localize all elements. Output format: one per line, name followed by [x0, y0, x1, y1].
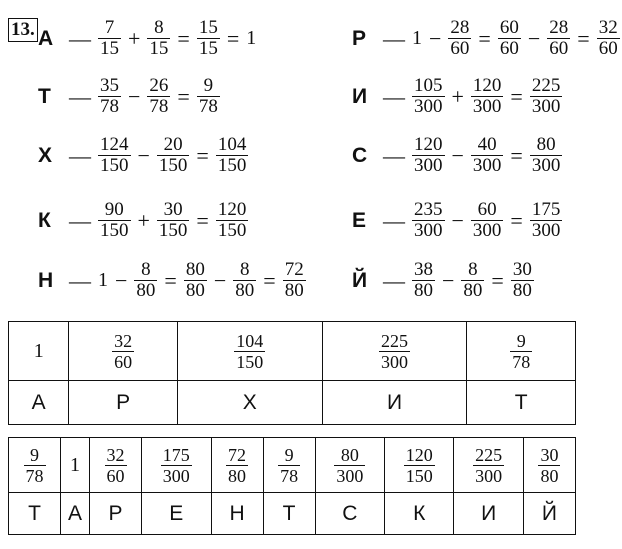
table-cell-value: [90, 438, 142, 493]
answer-table-2: [8, 437, 576, 535]
denominator: 300: [162, 465, 190, 486]
operator: =: [491, 267, 504, 293]
numerator: 40: [477, 134, 497, 155]
operator: +: [128, 25, 141, 51]
numerator: 9: [203, 75, 214, 96]
numerator: 32: [106, 444, 125, 465]
fraction: [283, 260, 306, 301]
equation-letter: Т: [38, 84, 51, 108]
equation-Р: [352, 18, 622, 59]
exercise-number: 13.: [8, 18, 38, 42]
numerator: 9: [516, 330, 526, 351]
fraction: [412, 135, 445, 176]
denominator: 300: [336, 465, 364, 486]
equation-letter: Е: [352, 208, 367, 232]
numerator: 30: [540, 444, 559, 465]
whole-number: 1: [70, 453, 81, 476]
whole-number: 1: [98, 269, 108, 291]
denominator: 80: [540, 465, 559, 486]
operator: =: [510, 83, 523, 109]
fraction: [471, 135, 504, 176]
fraction: [461, 260, 484, 301]
fraction: [538, 445, 560, 486]
fraction: [510, 331, 532, 372]
table-cell-value: [61, 438, 90, 493]
numerator: 20: [163, 134, 183, 155]
numerator: 60: [499, 17, 519, 38]
table-cell-value: [467, 322, 576, 381]
table-cell-value: [263, 438, 315, 493]
numerator: 80: [185, 259, 205, 280]
answer-table-1: [8, 321, 576, 425]
fraction: [412, 76, 445, 117]
fraction: [412, 200, 445, 241]
fraction: [112, 331, 134, 372]
numerator: 28: [450, 17, 470, 38]
operator: −: [442, 267, 455, 293]
equation-letter: С: [352, 143, 368, 167]
numerator: 8: [154, 17, 164, 38]
operator: −: [128, 83, 141, 109]
table-row-letters: [9, 381, 576, 425]
fraction: [216, 200, 249, 241]
denominator: 78: [149, 96, 169, 117]
fraction: [448, 18, 471, 59]
fraction: [157, 135, 190, 176]
fraction: [530, 200, 563, 241]
numerator: 120: [405, 444, 433, 465]
fraction: [334, 445, 365, 486]
fraction: [530, 76, 563, 117]
denominator: 80: [463, 280, 483, 301]
equation-Н: [38, 260, 308, 301]
numerator: 32: [114, 330, 133, 351]
equation-letter: Х: [38, 143, 53, 167]
denominator: 150: [158, 155, 188, 176]
table-cell-value: [322, 322, 467, 381]
denominator: 300: [414, 155, 443, 176]
numerator: 8: [240, 259, 250, 280]
fraction: [197, 76, 220, 117]
numerator: 60: [477, 199, 497, 220]
dash: —: [69, 207, 91, 233]
table-cell-letter: Х: [177, 381, 322, 425]
denominator: 300: [531, 155, 561, 176]
numerator: 225: [381, 330, 409, 351]
denominator: 150: [405, 465, 433, 486]
denominator: 150: [217, 220, 247, 241]
whole-number: 1: [412, 27, 422, 49]
numerator: 8: [468, 259, 478, 280]
table-cell-letter: Т: [263, 493, 315, 535]
denominator: 80: [185, 280, 205, 301]
operator: =: [177, 83, 190, 109]
numerator: 28: [549, 17, 569, 38]
denominator: 300: [381, 351, 409, 372]
dash: —: [69, 25, 91, 51]
table-cell-value: [315, 438, 384, 493]
operator: −: [429, 25, 442, 51]
fraction: [147, 76, 170, 117]
fraction: [278, 445, 300, 486]
table-cell-value: [211, 438, 263, 493]
operator: =: [226, 25, 240, 51]
dash: —: [69, 267, 91, 293]
fraction: [98, 76, 121, 117]
numerator: 124: [100, 134, 129, 155]
numerator: 235: [414, 199, 443, 220]
fraction: [98, 200, 131, 241]
denominator: 78: [100, 96, 119, 117]
numerator: 7: [104, 17, 115, 38]
operator: =: [196, 142, 209, 168]
table-cell-value: [523, 438, 575, 493]
fraction: [473, 445, 504, 486]
fraction: [161, 445, 192, 486]
operator: −: [527, 25, 541, 51]
fraction: [511, 260, 534, 301]
dash: —: [383, 207, 405, 233]
equation-С: [352, 135, 564, 176]
equation-letter: И: [352, 84, 368, 108]
fraction: [412, 260, 435, 301]
operator: =: [196, 207, 209, 233]
numerator: 120: [472, 75, 502, 96]
fraction: [471, 200, 504, 241]
dash: —: [383, 83, 405, 109]
table-row-values: [9, 322, 576, 381]
equation-Х: [38, 135, 250, 176]
fraction: [24, 445, 46, 486]
fraction: [147, 18, 170, 59]
numerator: 26: [149, 75, 169, 96]
denominator: 300: [414, 220, 443, 241]
table-cell-letter: С: [315, 493, 384, 535]
denominator: 60: [499, 38, 519, 59]
denominator: 60: [114, 351, 133, 372]
fraction: [233, 260, 256, 301]
denominator: 300: [472, 155, 502, 176]
fraction: [157, 200, 190, 241]
fraction: [134, 260, 157, 301]
operator: =: [177, 25, 190, 51]
numerator: 104: [217, 134, 247, 155]
table-cell-letter: Р: [69, 381, 178, 425]
denominator: 60: [106, 465, 125, 486]
fraction: [216, 135, 249, 176]
operator: +: [451, 83, 464, 109]
numerator: 30: [163, 199, 183, 220]
fraction: [404, 445, 435, 486]
numerator: 15: [198, 17, 218, 38]
denominator: 60: [549, 38, 569, 59]
table-cell-letter: Н: [211, 493, 263, 535]
table-cell-letter: Т: [9, 493, 61, 535]
denominator: 300: [472, 220, 502, 241]
denominator: 78: [280, 465, 299, 486]
operator: −: [137, 142, 150, 168]
fraction: [226, 445, 248, 486]
fraction: [379, 331, 410, 372]
numerator: 104: [236, 330, 264, 351]
fraction: [498, 18, 521, 59]
numerator: 175: [162, 444, 190, 465]
numerator: 35: [100, 75, 119, 96]
denominator: 300: [531, 96, 561, 117]
operator: −: [213, 267, 227, 293]
denominator: 300: [414, 96, 443, 117]
numerator: 72: [284, 259, 304, 280]
numerator: 80: [536, 134, 556, 155]
numerator: 38: [414, 259, 433, 280]
dash: —: [383, 267, 405, 293]
dash: —: [383, 142, 405, 168]
denominator: 15: [100, 38, 119, 59]
numerator: 225: [475, 444, 503, 465]
fraction: [98, 18, 121, 59]
numerator: 225: [531, 75, 561, 96]
table-cell-value: [142, 438, 211, 493]
denominator: 78: [512, 351, 531, 372]
numerator: 72: [228, 444, 247, 465]
whole-number: 1: [246, 27, 257, 49]
denominator: 300: [475, 465, 503, 486]
operator: =: [510, 142, 523, 168]
operator: −: [451, 207, 464, 233]
equation-Й: [352, 260, 536, 301]
numerator: 175: [531, 199, 561, 220]
table-cell-letter: Т: [467, 381, 576, 425]
table-cell-value: [177, 322, 322, 381]
dash: —: [69, 83, 91, 109]
operator: =: [263, 267, 276, 293]
fraction: [547, 18, 570, 59]
fraction: [105, 445, 127, 486]
table-cell-letter: И: [454, 493, 523, 535]
table-row-values: [9, 438, 576, 493]
denominator: 80: [228, 465, 247, 486]
denominator: 300: [531, 220, 561, 241]
numerator: 8: [141, 259, 151, 280]
denominator: 80: [136, 280, 156, 301]
equation-И: [352, 76, 564, 117]
operator: −: [115, 267, 128, 293]
denominator: 150: [217, 155, 247, 176]
whole-number: 1: [33, 339, 44, 362]
denominator: 80: [512, 280, 532, 301]
denominator: 80: [284, 280, 304, 301]
fraction: [184, 260, 207, 301]
denominator: 60: [598, 38, 618, 59]
table-cell-letter: Р: [90, 493, 142, 535]
denominator: 60: [450, 38, 470, 59]
denominator: 150: [158, 220, 188, 241]
table-cell-value: [69, 322, 178, 381]
table-cell-letter: А: [61, 493, 90, 535]
equation-К: [38, 200, 250, 241]
numerator: 105: [414, 75, 443, 96]
operator: =: [478, 25, 491, 51]
table-cell-value: [454, 438, 523, 493]
table-cell-value: [9, 438, 61, 493]
equation-А: [38, 18, 258, 59]
equation-letter: А: [38, 26, 54, 50]
fraction: [234, 331, 265, 372]
denominator: 150: [100, 155, 129, 176]
numerator: 90: [104, 199, 124, 220]
denominator: 15: [149, 38, 169, 59]
table-cell-letter: Й: [523, 493, 575, 535]
equation-Е: [352, 200, 564, 241]
fraction: [471, 76, 504, 117]
numerator: 120: [217, 199, 247, 220]
operator: +: [137, 207, 150, 233]
table-cell-letter: И: [322, 381, 467, 425]
numerator: 9: [284, 444, 294, 465]
numerator: 80: [340, 444, 359, 465]
table-cell-letter: Е: [142, 493, 211, 535]
equation-letter: Й: [352, 268, 368, 292]
dash: —: [383, 25, 405, 51]
numerator: 32: [598, 17, 618, 38]
denominator: 300: [472, 96, 502, 117]
numerator: 30: [512, 259, 532, 280]
denominator: 15: [198, 38, 218, 59]
denominator: 150: [100, 220, 129, 241]
equation-Т: [38, 76, 222, 117]
fraction: [197, 18, 220, 59]
equation-letter: Н: [38, 268, 54, 292]
fraction: [530, 135, 563, 176]
table-cell-letter: А: [9, 381, 69, 425]
table-cell-letter: К: [385, 493, 454, 535]
denominator: 80: [414, 280, 433, 301]
table-cell-value: [9, 322, 69, 381]
fraction: [98, 135, 131, 176]
table-row-letters: [9, 493, 576, 535]
denominator: 78: [25, 465, 44, 486]
operator: =: [510, 207, 523, 233]
denominator: 78: [198, 96, 218, 117]
denominator: 150: [236, 351, 264, 372]
table-cell-value: [385, 438, 454, 493]
operator: =: [577, 25, 590, 51]
numerator: 120: [414, 134, 443, 155]
equation-letter: Р: [352, 26, 367, 50]
equation-letter: К: [38, 208, 51, 232]
fraction: [597, 18, 620, 59]
denominator: 80: [235, 280, 255, 301]
numerator: 9: [30, 444, 40, 465]
dash: —: [69, 142, 91, 168]
operator: −: [451, 142, 464, 168]
operator: =: [164, 267, 177, 293]
